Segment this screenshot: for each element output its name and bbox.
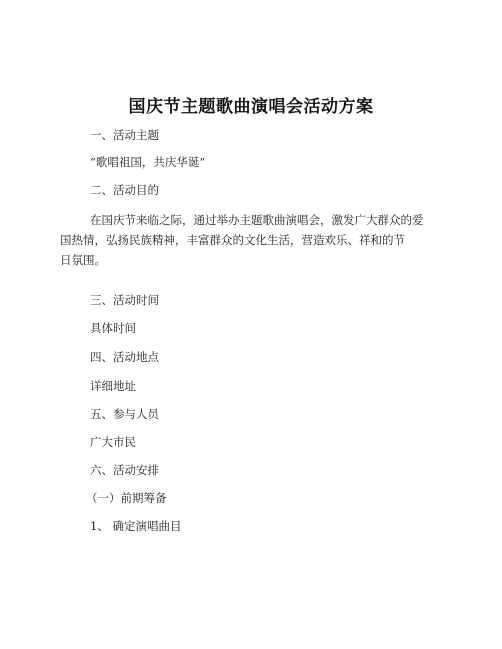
section-5-body: 广大市民 bbox=[90, 435, 136, 449]
section-6-subheading: （一）前期筹备 bbox=[86, 491, 167, 505]
section-1-body: “歌唱祖国，共庆华诞” bbox=[90, 155, 206, 169]
section-4-body: 详细地址 bbox=[90, 379, 136, 393]
document-title: 国庆节主题歌曲演唱会活动方案 bbox=[128, 97, 374, 117]
section-2-paragraph bbox=[60, 210, 440, 270]
section-6-item-1: 1、 确定演唱曲目 bbox=[90, 519, 182, 533]
section-2-heading: 二、活动目的 bbox=[90, 183, 159, 197]
section-1-heading: 一、活动主题 bbox=[90, 128, 159, 142]
paragraph-line: 在国庆节来临之际，通过举办主题歌曲演唱会，激发广大群众的爱 bbox=[90, 213, 424, 227]
paragraph-line: 日氛围。 bbox=[60, 253, 106, 267]
section-4-heading: 四、活动地点 bbox=[90, 350, 159, 364]
section-3-heading: 三、活动时间 bbox=[90, 293, 159, 307]
section-6-heading: 六、活动安排 bbox=[90, 463, 159, 477]
section-5-heading: 五、参与人员 bbox=[90, 407, 159, 421]
section-3-body: 具体时间 bbox=[90, 321, 136, 335]
paragraph-line: 国热情，弘扬民族精神，丰富群众的文化生活，营造欢乐、祥和的节 bbox=[60, 233, 405, 247]
